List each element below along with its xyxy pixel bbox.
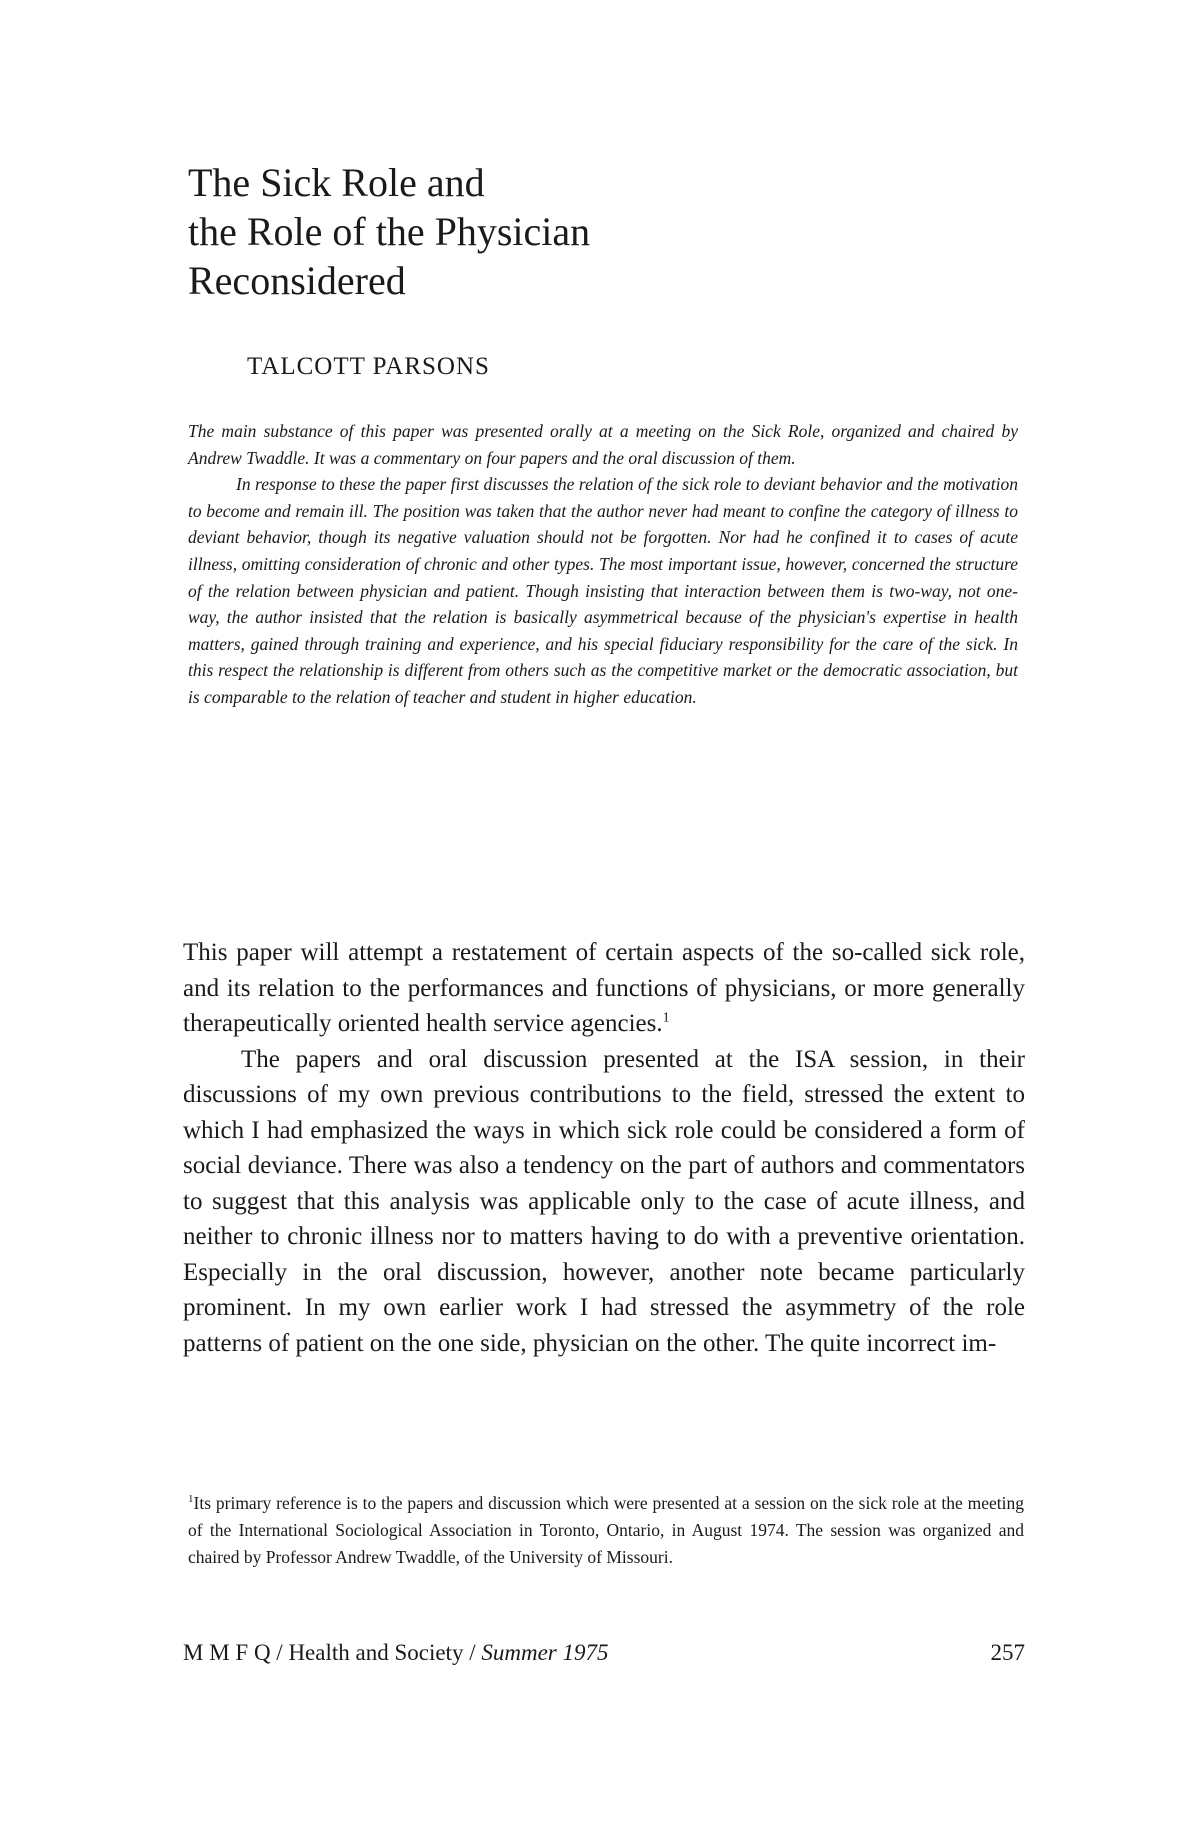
article-title-line: the Role of the Physician <box>188 209 591 254</box>
abstract-paragraph: The main substance of this paper was presented orally at a meeting on the Sick Role, organized and chaired by Andrew Twaddle. It was a commentary on four papers and the oral discussion of them. <box>188 421 1018 468</box>
article-title-line: The Sick Role and <box>188 160 485 205</box>
body-paragraph: The papers and oral discussion presented at the ISA session, in their discussions of my own previous contributions to the field, stressed the extent to which I had emphasized the ways in which sick role could be considered a form of social deviance. There was also a tendency on the part of authors and commentators to suggest that this analysis was applicable only to the case of acute illness, and neither to chronic illness nor to matters having to do with a preventive orientation. Especially in the oral discussion, however, another note became particularly prominent. In my own earlier work I had stressed the asymmetry of the role patterns of patient on the one side, physician on the other. The quite incorrect im- <box>183 1045 1025 1357</box>
abstract-paragraph: In response to these the paper first discusses the relation of the sick role to deviant behavior and the motivation to become and remain ill. The position was taken that the author never had meant to confine the category of illness to deviant behavior, though its negative valuation should not be forgotten. Nor had he confined it to cases of acute illness, omitting consideration of chronic and other types. The most important issue, however, concerned the structure of the relation between physician and patient. Though insisting that interaction between them is two-way, not one-way, the author insisted that the relation is basically asymmetrical because of the physician's expertise in health matters, gained through training and experience, and his special fiduciary responsibility for the care of the sick. In this respect the relationship is different from others such as the competitive market or the democratic association, but is comparable to the relation of teacher and student in higher education. <box>188 474 1018 707</box>
footnote <box>188 1490 1024 1571</box>
article-title <box>188 158 908 305</box>
footnote-reference: 1 <box>662 1010 670 1026</box>
running-footer <box>183 1638 1025 1668</box>
page-number: 257 <box>990 1640 1025 1665</box>
footnote-marker: 1 <box>188 1493 194 1506</box>
body-text <box>183 935 1025 1361</box>
body-paragraph <box>183 935 1025 1042</box>
body-paragraph-text: This paper will attempt a restatement of certain aspects of the so-called sick role, and its relation to the performances and functions of physicians, or more generally therapeutically oriented health service agencies. <box>183 939 1025 1037</box>
abstract <box>188 418 1018 711</box>
author-name: TALCOTT PARSONS <box>247 353 490 380</box>
article-title-line: Reconsidered <box>188 258 406 303</box>
footnote-body: Its primary reference is to the papers and discussion which were presented at a session on the sick role at the meeting of the International Sociological Association in Toronto, Ontario, in August 1974. The session was organized and chaired by Professor Andrew Twaddle, of the University of Missouri. <box>188 1493 1024 1567</box>
issue-date: Summer 1975 <box>481 1640 609 1665</box>
journal-name: M M F Q / Health and Society / <box>183 1640 476 1665</box>
footnote-text <box>188 1490 1024 1571</box>
